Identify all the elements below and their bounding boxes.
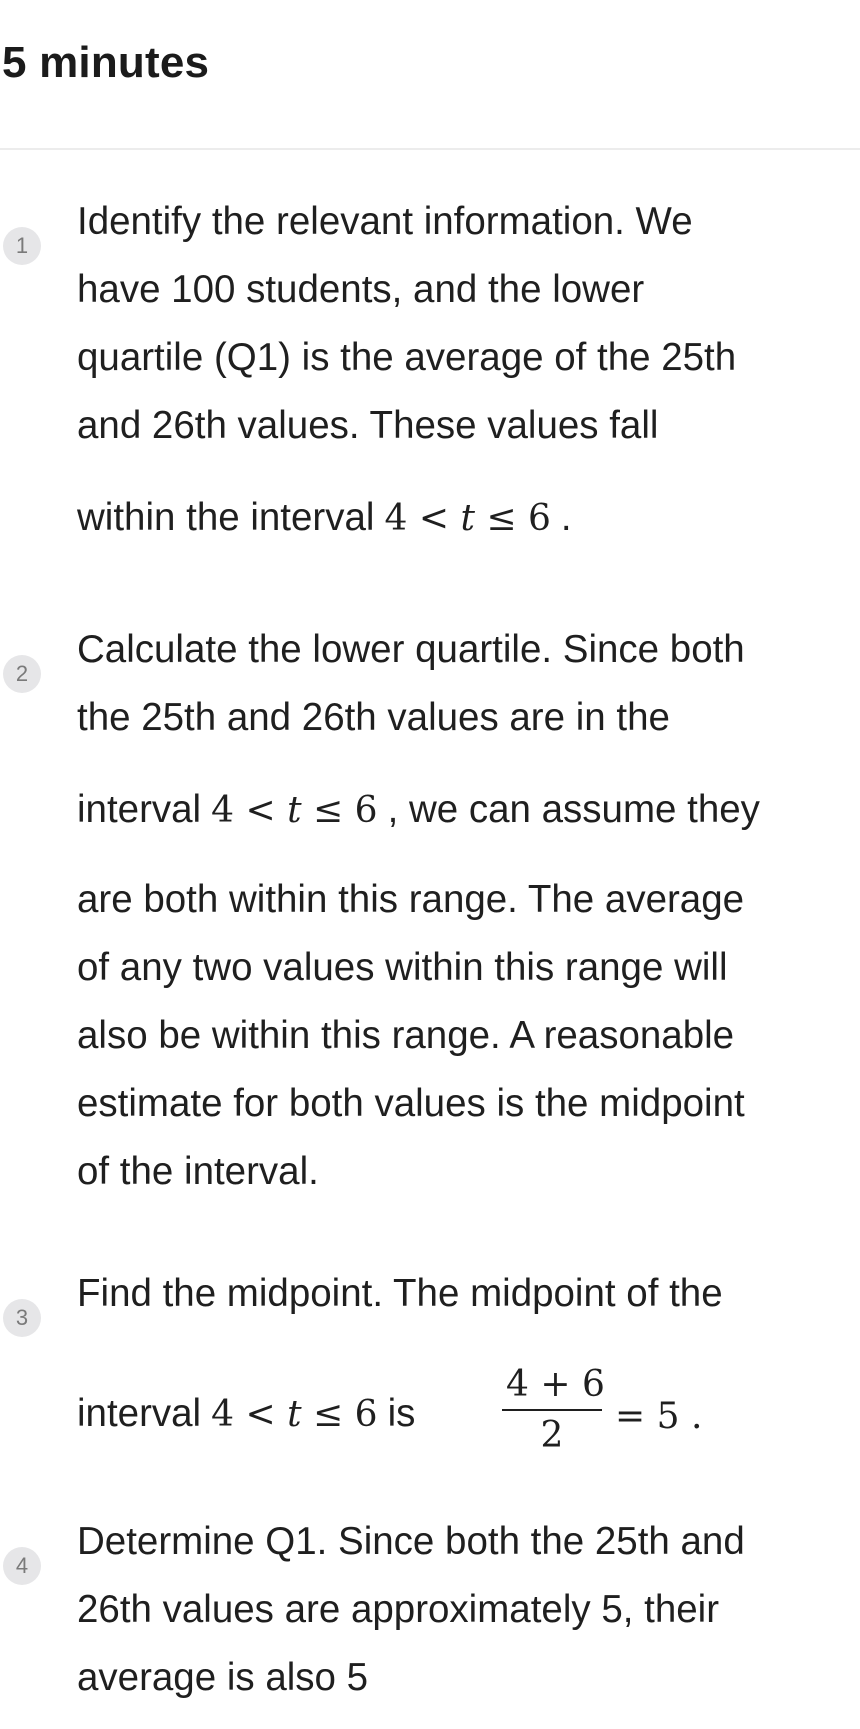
inline-math: 4 < t ≤ 6 bbox=[384, 498, 551, 539]
text-fragment: is bbox=[387, 1392, 416, 1435]
text-line: estimate for both values is the midpoint bbox=[77, 1082, 745, 1125]
text-line: Determine Q1. Since both the 25th and bbox=[77, 1520, 745, 1563]
inline-math: 4 < t ≤ 6 bbox=[211, 1394, 378, 1435]
fraction-numerator: 4 + 6 bbox=[506, 1364, 605, 1405]
text-line-with-math bbox=[77, 1392, 415, 1436]
step-number-badge: 1 bbox=[3, 227, 41, 265]
text-line: Calculate the lower quartile. Since both bbox=[77, 628, 745, 671]
header bbox=[0, 0, 860, 150]
text-line: quartile (Q1) is the average of the 25th bbox=[77, 336, 737, 379]
step-number-badge: 4 bbox=[3, 1547, 41, 1585]
text-fragment: within the interval bbox=[77, 496, 375, 539]
text-line: of the interval. bbox=[77, 1150, 319, 1193]
text-line: and 26th values. These values fall bbox=[77, 404, 659, 447]
fraction bbox=[502, 1364, 605, 1456]
fraction-denominator: 2 bbox=[540, 1415, 564, 1456]
text-fragment: . bbox=[560, 496, 572, 539]
inline-math: 4 < t ≤ 6 bbox=[211, 790, 378, 831]
page-title: 5 minutes bbox=[2, 38, 210, 87]
text-line: the 25th and 26th values are in the bbox=[77, 696, 670, 739]
text-line-with-math bbox=[77, 788, 760, 832]
inline-math: = 5 . bbox=[615, 1396, 703, 1437]
step-number-badge: 2 bbox=[3, 655, 41, 693]
text-line: Find the midpoint. The midpoint of the bbox=[77, 1272, 723, 1315]
text-fragment: interval bbox=[77, 788, 202, 831]
text-line: are both within this range. The average bbox=[77, 878, 745, 921]
text-line: have 100 students, and the lower bbox=[77, 268, 645, 311]
text-line: Identify the relevant information. We bbox=[77, 200, 693, 243]
text-line: average is also 5 bbox=[77, 1656, 369, 1699]
step-number-badge: 3 bbox=[3, 1299, 41, 1337]
text-line: also be within this range. A reasonable bbox=[77, 1014, 735, 1057]
text-fragment: , we can assume they bbox=[387, 788, 760, 831]
text-line: of any two values within this range will bbox=[77, 946, 728, 989]
text-line: 26th values are approximately 5, their bbox=[77, 1588, 720, 1631]
text-fragment: interval bbox=[77, 1392, 202, 1435]
text-line-with-math bbox=[77, 496, 572, 540]
